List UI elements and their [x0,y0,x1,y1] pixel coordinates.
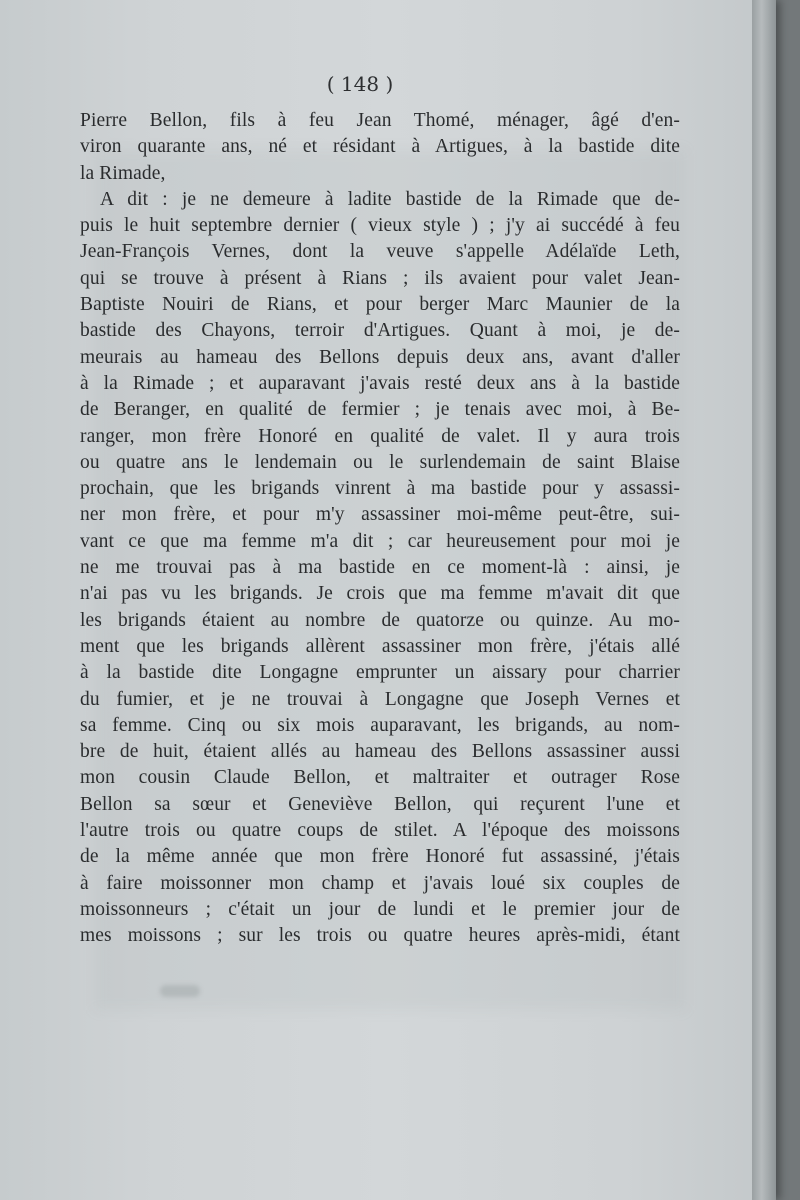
text-line: A dit : je ne demeure à ladite bastide de la Rimade que de- [100,188,680,210]
text-line: de Beranger, en qualité de fermier ; je tenais avec moi, à Be- [80,399,680,421]
text-line: Jean-François Vernes, dont la veuve s'appelle Adélaïde Leth, [80,241,680,263]
text-line: sa femme. Cinq ou six mois auparavant, les brigands, au nom- [80,714,680,736]
text-line: moissonneurs ; c'était un jour de lundi et le premier jour de [80,898,680,920]
text-line: Bellon sa sœur et Geneviève Bellon, qui reçurent l'une et [80,793,680,815]
text-line: les brigands étaient au nombre de quatorze ou quinze. Au mo- [80,609,680,631]
text-line: du fumier, et je ne trouvai à Longagne que Joseph Vernes et [80,688,680,710]
text-line: Baptiste Nouiri de Rians, et pour berger Marc Maunier de la [80,294,680,316]
text-line: à la bastide dite Longagne emprunter un aissary pour charrier [80,662,680,684]
page-edge [752,0,776,1200]
ink-smudge [160,985,200,997]
text-line: bre de huit, étaient allés au hameau des Bellons assassiner aussi [80,741,680,763]
page-number: ( 148 ) [326,72,394,96]
text-line: prochain, que les brigands vinrent à ma bastide pour y assassi- [80,478,680,500]
text-line: l'autre trois ou quatre coups de stilet. A l'époque des moissons [80,820,680,842]
text-line: n'ai pas vu les brigands. Je crois que ma femme m'avait dit que [80,583,680,605]
text-line: meurais au hameau des Bellons depuis deux ans, avant d'aller [80,346,680,368]
text-line: à la Rimade ; et auparavant j'avais resté deux ans à la bastide [80,372,680,394]
text-line: Pierre Bellon, fils à feu Jean Thomé, ménager, âgé d'en- [80,110,680,131]
text-line: vant ce que ma femme m'a dit ; car heureusement pour moi je [80,530,680,552]
text-line: ranger, mon frère Honoré en qualité de valet. Il y aura trois [80,425,680,447]
text-line: mes moissons ; sur les trois ou quatre heures après-midi, étant [80,925,680,947]
text-line: la Rimade, [80,162,166,184]
text-line: ou quatre ans le lendemain ou le surlendemain de saint Blaise [80,451,680,473]
body-text [80,108,680,950]
text-line: ner mon frère, et pour m'y assassiner moi-même peut-être, sui- [80,504,680,526]
text-line: ment que les brigands allèrent assassiner mon frère, j'étais allé [80,635,680,657]
text-line: ne me trouvai pas à ma bastide en ce moment-là : ainsi, je [80,557,680,579]
text-line: de la même année que mon frère Honoré fut assassiné, j'étais [80,846,680,868]
text-line: mon cousin Claude Bellon, et maltraiter et outrager Rose [80,767,680,789]
text-line: qui se trouve à présent à Rians ; ils avaient pour valet Jean- [80,267,680,289]
text-line: à faire moissonner mon champ et j'avais loué six couples de [80,872,680,894]
text-line: puis le huit septembre dernier ( vieux style ) ; j'y ai succédé à feu [80,215,680,237]
text-line: bastide des Chayons, terroir d'Artigues. Quant à moi, je de- [80,320,680,342]
text-line: viron quarante ans, né et résidant à Artigues, à la bastide dite [80,136,680,158]
